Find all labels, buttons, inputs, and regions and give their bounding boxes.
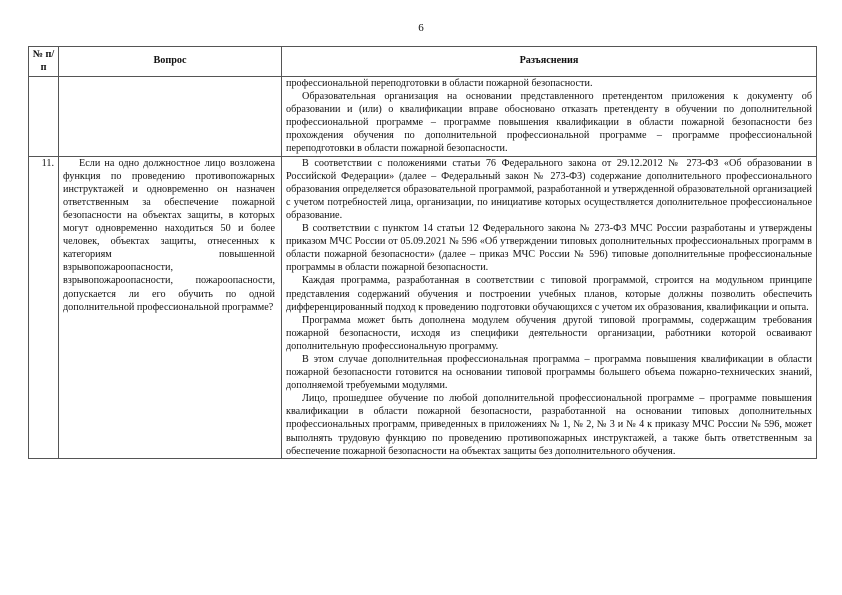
row-num: 11. bbox=[29, 156, 59, 458]
header-answer: Разъяснения bbox=[282, 47, 817, 77]
answer-paragraph: Каждая программа, разработанная в соответствии с типовой программой, строится на модульном принципе представления содержаний обучения и построении учебных планов, которые должны позволить обеспечить дифференцированный подход к проведению подготовки обучающихся с учетом их образования, квалификации и опыта. bbox=[286, 275, 812, 313]
answer-paragraph: Образовательная организация на основании представленного претендентом приложения к документу об образовании и (или) о квалификации вправе обосновано отказать претенденту в обучении по дополнительной профессиональной программе – программе повышения квалификации в области пожарной безопасности без прохождения обучения по дополнительной профессиональной программе – программе профессиональной переподготовки в области пожарной безопасности. bbox=[286, 91, 812, 155]
table-header-row bbox=[29, 47, 817, 77]
answer-paragraph: В этом случае дополнительная профессиональная программа – программа повышения квалификации в области пожарной безопасности готовится на основании типовой программы большего объема пожарно-технических знаний, дополняемой требуемыми модулями. bbox=[286, 353, 812, 392]
answer-paragraph: В соответствии с пунктом 14 статьи 12 Федерального закона № 273-ФЗ МЧС России разработаны и утверждены приказом МЧС России от 05.09.2021 № 596 «Об утверждении типовых дополнительных профессиональных программ в области пожарной безопасности» (далее – приказ МЧС России № 596) типовые дополнительные профессиональные программы в области пожарной безопасности. bbox=[286, 223, 812, 274]
table-row bbox=[29, 77, 817, 157]
row-question bbox=[59, 156, 282, 458]
qa-table bbox=[28, 46, 817, 459]
answer-paragraph: Лицо, прошедшее обучение по любой дополнительной профессиональной программе – программе повышения квалификации в области пожарной безопасности, разработанной на основании типовых дополнительных профессиональных программ, приведенных в приложениях № 1, № 2, № 3 и № 4 к приказу МЧС России № 596, может выполнять трудовую функцию по проведению противопожарных инструктажей, а также быть ответственным за обеспечение пожарной безопасности на объектах защиты без дополнительного обучения. bbox=[286, 393, 812, 457]
question-text: Если на одно должностное лицо возложена функция по проведению противопожарных инструктажей и одновременно он назначен ответственным за обеспечение пожарной безопасности на объектах защиты, в которых могут одновременно находиться 50 и более человек, объектах защиты, отнесенных к категориям повышенной взрывопожароопасности, взрывопожароопасности, пожароопасности, допускается ли его обучить по одной дополнительной профессиональной программе? bbox=[63, 157, 275, 313]
row-answer bbox=[282, 77, 817, 157]
page-number: 6 bbox=[418, 22, 424, 34]
answer-paragraph: В соответствии с положениями статьи 76 Федерального закона от 29.12.2012 № 273-ФЗ «Об образовании в Российской Федерации» (далее – Федеральный закон № 273-ФЗ) содержание дополнительного профессионального образования определяется образовательной программой, разработанной и утвержденной образовательной организацией с учетом потребностей лица, организации, по инициативе которых осуществляется дополнительное профессиональное образование. bbox=[286, 157, 812, 221]
row-question bbox=[59, 77, 282, 157]
header-question: Вопрос bbox=[59, 47, 282, 77]
header-num: № п/п bbox=[29, 47, 59, 77]
row-num bbox=[29, 77, 59, 157]
row-answer bbox=[282, 156, 817, 458]
answer-paragraph: профессиональной переподготовки в области пожарной безопасности. bbox=[286, 78, 593, 89]
table-row bbox=[29, 156, 817, 458]
answer-paragraph: Программа может быть дополнена модулем обучения другой типовой программы, содержащим требования пожарной безопасности, исходя из специфики деятельности организации, работники которой осваивают дополнительную профессиональную программу. bbox=[286, 314, 812, 352]
